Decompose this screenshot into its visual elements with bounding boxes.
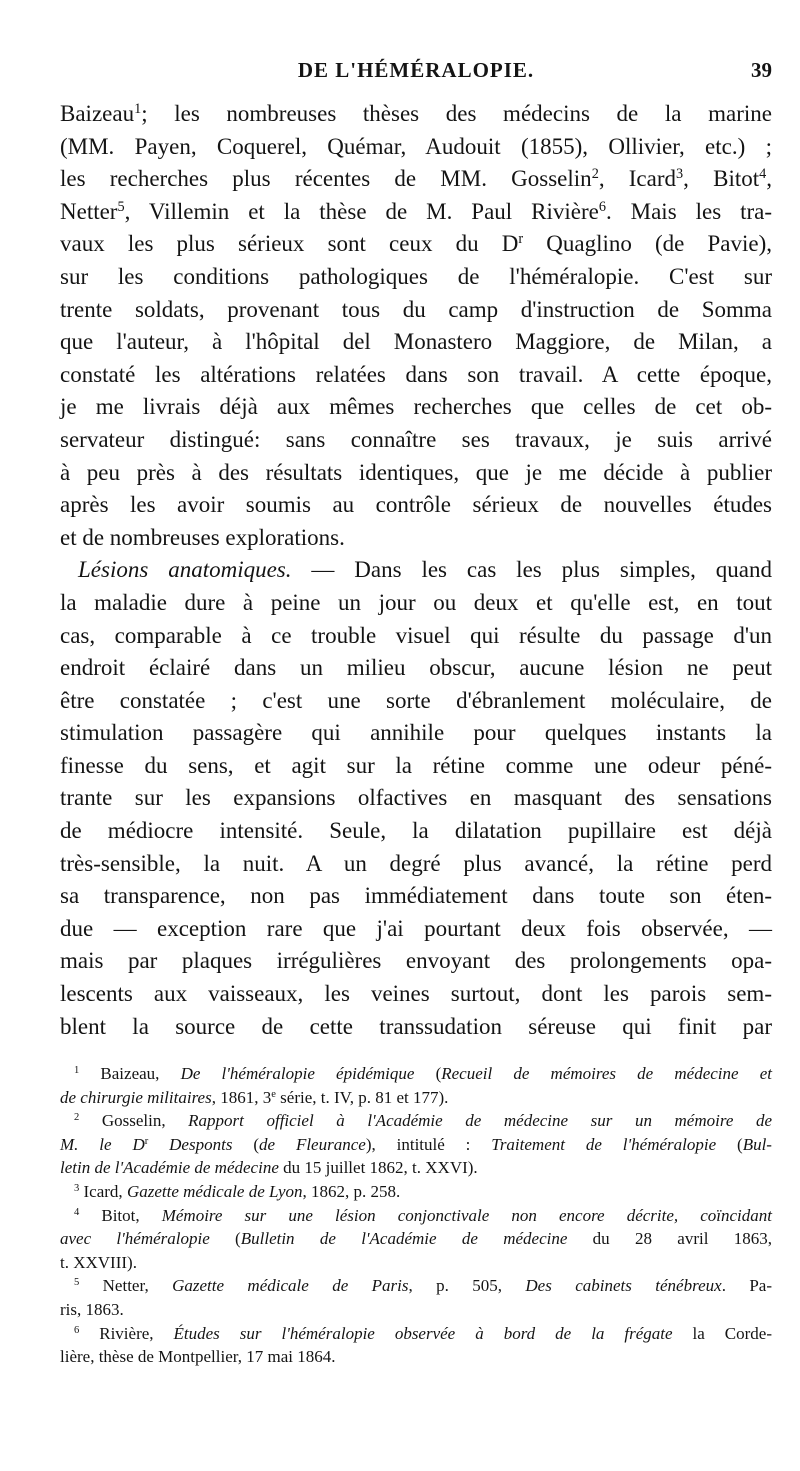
footnote-5: $^5$ Netter, Gazette médicale de Paris, p. 505, Des cabinets ténébreux. Pa-: [74, 1276, 772, 1296]
footnote-3: $^3$ Icard, Gazette médicale de Lyon, 1862, p. 258.: [74, 1181, 401, 1201]
text-line: Baizeau$^1$; les nombreuses thèses des médecins de la marine: [60, 101, 772, 126]
text-line: cas, comparable à ce trouble visuel qui résulte du passage d'un: [60, 622, 772, 648]
text-line: très-sensible, la nuit. A un degré plus avancé, la rétine perd: [60, 850, 772, 876]
footnotes: [60, 1062, 772, 1369]
text-line: de médiocre intensité. Seule, la dilatation pupillaire est déjà: [60, 818, 772, 844]
footnote-line: avec l'héméralopie (Bulletin de l'Académie de médecine du 28 avril 1863,: [60, 1229, 772, 1249]
text-line: Netter$^5$, Villemin et la thèse de M. Paul Rivière$^6$. Mais les tra-: [60, 198, 772, 224]
text-line: due — exception rare que j'ai pourtant deux fois observée, —: [60, 915, 772, 941]
footnote-4: $^4$ Bitot, Mémoire sur une lésion conjonctivale non encore décrite, coïncidant: [74, 1205, 772, 1225]
text-line: lescents aux vaisseaux, les veines surtout, dont les parois sem-: [60, 981, 772, 1007]
text-line: stimulation passagère qui annihile pour quelques instants la: [60, 720, 772, 746]
text-line: constaté les altérations relatées dans son travail. A cette époque,: [60, 361, 772, 387]
footnote-6: $^6$ Rivière, Études sur l'héméralopie observée à bord de la frégate la Corde-: [74, 1323, 773, 1343]
text-line: trente soldats, provenant tous du camp d'instruction de Somma: [60, 296, 772, 322]
text-line: vaux les plus sérieux sont ceux du $D^r$ Quaglino (de Pavie),: [60, 231, 772, 257]
footnote-1: $^1$ Baizeau, De l'héméralopie épidémique (Recueil de mémoires de médecine et: [74, 1064, 772, 1083]
text-line: la maladie dure à peine un jour ou deux et qu'elle est, en tout: [60, 589, 772, 615]
footnote-2: $^2$ Gosselin, Rapport officiel à l'Académie de médecine sur un mémoire de: [74, 1111, 773, 1131]
section-title: Lésions anatomiques.: [78, 557, 292, 583]
footnote-line: de chirurgie militaires, 1861, 3e série, t. IV, p. 81 et 177).: [60, 1087, 449, 1107]
text-line: après les avoir soumis au contrôle sérieux de nouvelles études: [60, 492, 772, 518]
text-line: blent la source de cette transsudation séreuse qui finit par: [60, 1013, 772, 1039]
running-title: DE L'HÉMÉRALOPIE.: [297, 58, 535, 82]
text-line: finesse du sens, et agit sur la rétine comme une odeur péné-: [60, 752, 772, 778]
text-line: sur les conditions pathologiques de l'héméralopie. C'est sur: [60, 263, 772, 289]
footnote-line: lière, thèse de Montpellier, 17 mai 1864.: [60, 1347, 336, 1367]
footnote-line: M. le $D^r$ Desponts (de Fleurance), intitulé : Traitement de l'héméralopie (Bul-: [60, 1134, 772, 1154]
text-line: servateur distingué: sans connaître ses travaux, je suis arrivé: [60, 426, 772, 452]
running-header: [60, 58, 772, 88]
text-line: je me livrais déjà aux mêmes recherches que celles de cet ob-: [60, 394, 772, 420]
text-line: mais par plaques irrégulières envoyant des prolongements opa-: [60, 948, 772, 974]
text-line: (MM. Payen, Coquerel, Quémar, Audouit (1855), Ollivier, etc.) ;: [60, 133, 772, 159]
text-line: que l'auteur, à l'hôpital del Monastero Maggiore, de Milan, a: [60, 329, 772, 355]
text-line: endroit éclairé dans un milieu obscur, aucune lésion ne peut: [60, 655, 772, 681]
main-text: [60, 98, 772, 1043]
text-line: sa transparence, non pas immédiatement dans toute son éten-: [60, 883, 772, 909]
footnote-line: ris, 1863.: [60, 1299, 124, 1319]
section-heading-line: Lésions anatomiques. — Dans les cas les plus simples, quand: [78, 557, 772, 583]
text-line: les recherches plus récentes de MM. Gosselin$^2$, Icard$^3$, Bitot$^4$,: [60, 166, 772, 192]
text-line: à peu près à des résultats identiques, que je me décide à publier: [60, 459, 772, 485]
text-line: et de nombreuses explorations.: [60, 524, 345, 550]
footnote-line: t. XXVIII).: [60, 1252, 137, 1272]
footnote-line: letin de l'Académie de médecine du 15 juillet 1862, t. XXVI).: [60, 1158, 478, 1178]
text-line: être constatée ; c'est une sorte d'ébranlement moléculaire, de: [60, 687, 772, 713]
text-line: trante sur les expansions olfactives en masquant des sensations: [60, 785, 772, 811]
page-number: 39: [751, 58, 772, 82]
